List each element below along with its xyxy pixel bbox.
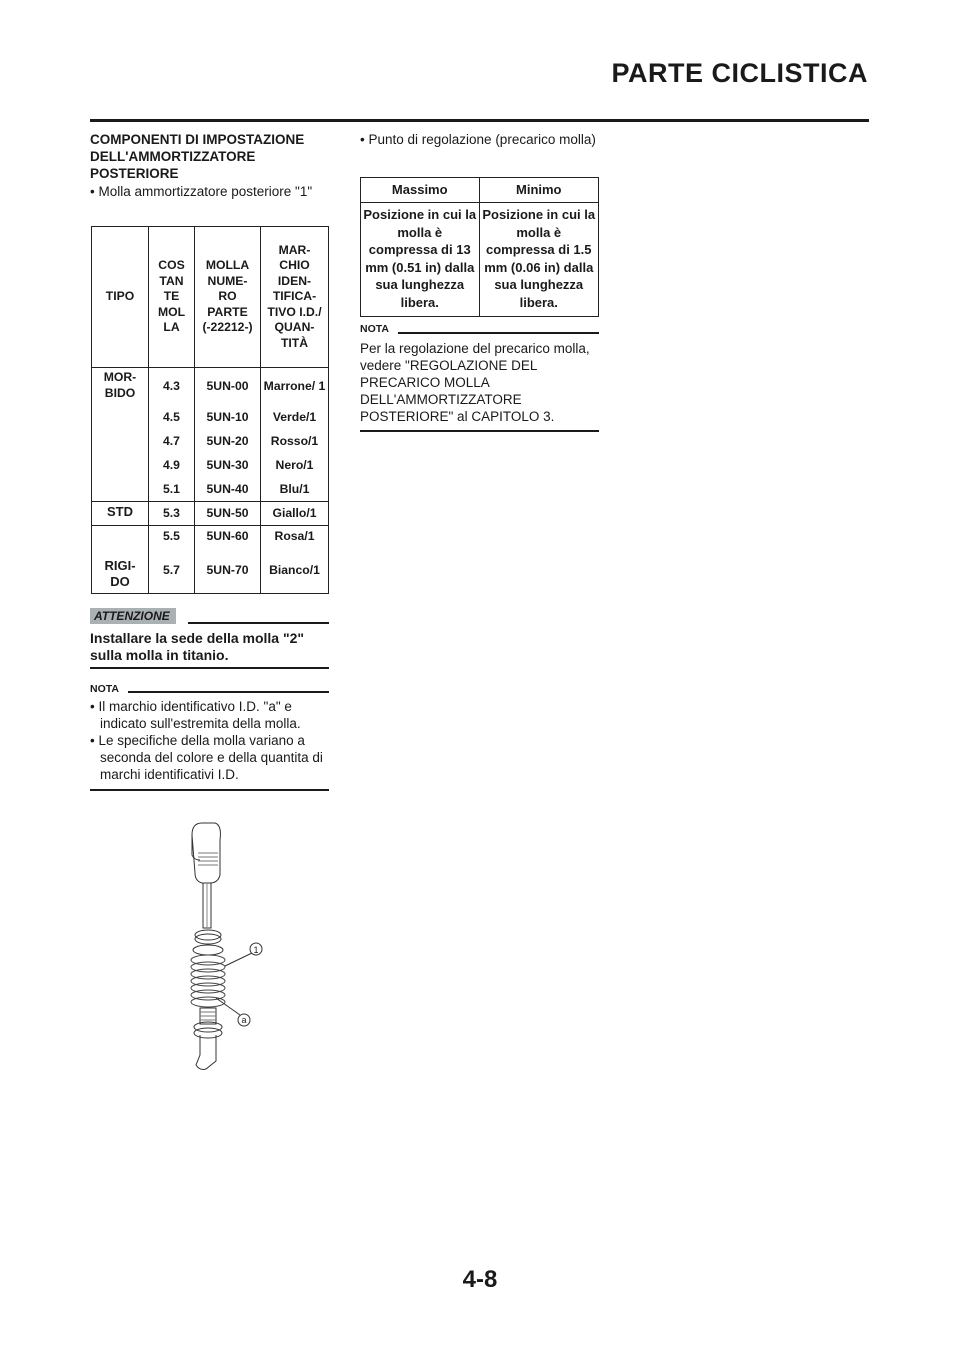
cell-mark: Blu/1 — [261, 478, 329, 502]
preload-bullet: • Punto di regolazione (precarico molla) — [360, 132, 596, 147]
cell-mark: Marrone/ 1 — [261, 368, 329, 406]
cell-mark: Nero/1 — [261, 454, 329, 478]
col-tipo: TIPO — [92, 227, 149, 368]
shock-absorber-illustration — [170, 815, 280, 1075]
cell-part: 5UN-10 — [195, 406, 261, 430]
col-numero-parte: MOLLA NUME- RO PARTE (-22212-) — [195, 227, 261, 368]
note-rule — [128, 691, 329, 693]
cell-k: 4.5 — [149, 406, 195, 430]
cell-k: 5.3 — [149, 502, 195, 526]
callout-1: 1 — [253, 945, 259, 955]
note-end-rule — [90, 789, 329, 791]
cell-part: 5UN-50 — [195, 502, 261, 526]
cell-part: 5UN-70 — [195, 548, 261, 594]
cell-part: 5UN-00 — [195, 368, 261, 406]
cell-part: 5UN-40 — [195, 478, 261, 502]
cell-part: 5UN-20 — [195, 430, 261, 454]
col-costante: COS TAN TE MOL LA — [149, 227, 195, 368]
table-header-row — [361, 178, 599, 203]
spring-table — [91, 226, 329, 594]
table-row — [92, 368, 329, 406]
header-rule — [90, 119, 869, 122]
group-rigido: RIGI- DO — [92, 526, 149, 594]
note-list — [90, 698, 330, 783]
cell-k: 5.5 — [149, 526, 195, 548]
caution-label: ATTENZIONE — [90, 608, 176, 624]
col-minimo: Minimo — [479, 178, 599, 203]
callout-a: a — [241, 1015, 247, 1025]
left-heading: COMPONENTI DI IMPOSTAZIONE DELL'AMMORTIZZATORE POSTERIORE — [90, 132, 305, 181]
preload-table — [360, 177, 599, 317]
caution-text: Installare la sede della molla "2" sulla molla in titanio. — [90, 630, 305, 663]
spring-bullet: • Molla ammortizzatore posteriore "1" — [90, 184, 313, 199]
col-marchio: MAR- CHIO IDEN- TIFICA- TIVO I.D./ QUAN- TITÀ — [261, 227, 329, 368]
caution-badge — [90, 607, 176, 625]
section-title: PARTE CICLISTICA — [611, 58, 868, 88]
cell-k: 4.3 — [149, 368, 195, 406]
table-row — [92, 502, 329, 526]
table-row — [361, 203, 599, 317]
group-morbido: MOR- BIDO — [103, 370, 137, 400]
group-std: STD — [92, 502, 149, 526]
note-item: • Le specifiche della molla variano a seconda del colore e della quantita di marchi identificativi I.D. — [90, 733, 323, 782]
table-row — [92, 526, 329, 548]
col-massimo: Massimo — [361, 178, 480, 203]
cell-k: 5.7 — [149, 548, 195, 594]
note-end-rule — [360, 430, 599, 432]
cell-k: 4.7 — [149, 430, 195, 454]
cell-minimo: Posizione in cui la molla è compressa di 1.5 mm (0.06 in) dalla sua lunghezza libera. — [479, 203, 599, 317]
cell-mark: Bianco/1 — [261, 548, 329, 594]
caution-end-rule — [90, 667, 329, 669]
cell-part: 5UN-60 — [195, 526, 261, 548]
note-label: NOTA — [90, 683, 119, 695]
note-text: Per la regolazione del precarico molla, vedere "REGOLAZIONE DEL PRECARICO MOLLA DELL'AMMORTIZZATORE POSTERIORE" al CAPITOLO 3. — [360, 341, 590, 424]
cell-mark: Rosa/1 — [261, 526, 329, 548]
table-header-row — [92, 227, 329, 368]
caution-rule — [188, 622, 329, 624]
cell-mark: Rosso/1 — [261, 430, 329, 454]
cell-massimo: Posizione in cui la molla è compressa di 13 mm (0.51 in) dalla sua lunghezza libera. — [363, 207, 477, 310]
cell-k: 4.9 — [149, 454, 195, 478]
cell-mark: Verde/1 — [261, 406, 329, 430]
cell-part: 5UN-30 — [195, 454, 261, 478]
note-item: • Il marchio identificativo I.D. "a" e indicato sull'estremita della molla. — [90, 699, 301, 731]
note-label: NOTA — [360, 323, 389, 335]
note-rule — [398, 332, 599, 334]
page-number: 4-8 — [462, 1266, 498, 1293]
cell-mark: Giallo/1 — [261, 502, 329, 526]
cell-k: 5.1 — [149, 478, 195, 502]
